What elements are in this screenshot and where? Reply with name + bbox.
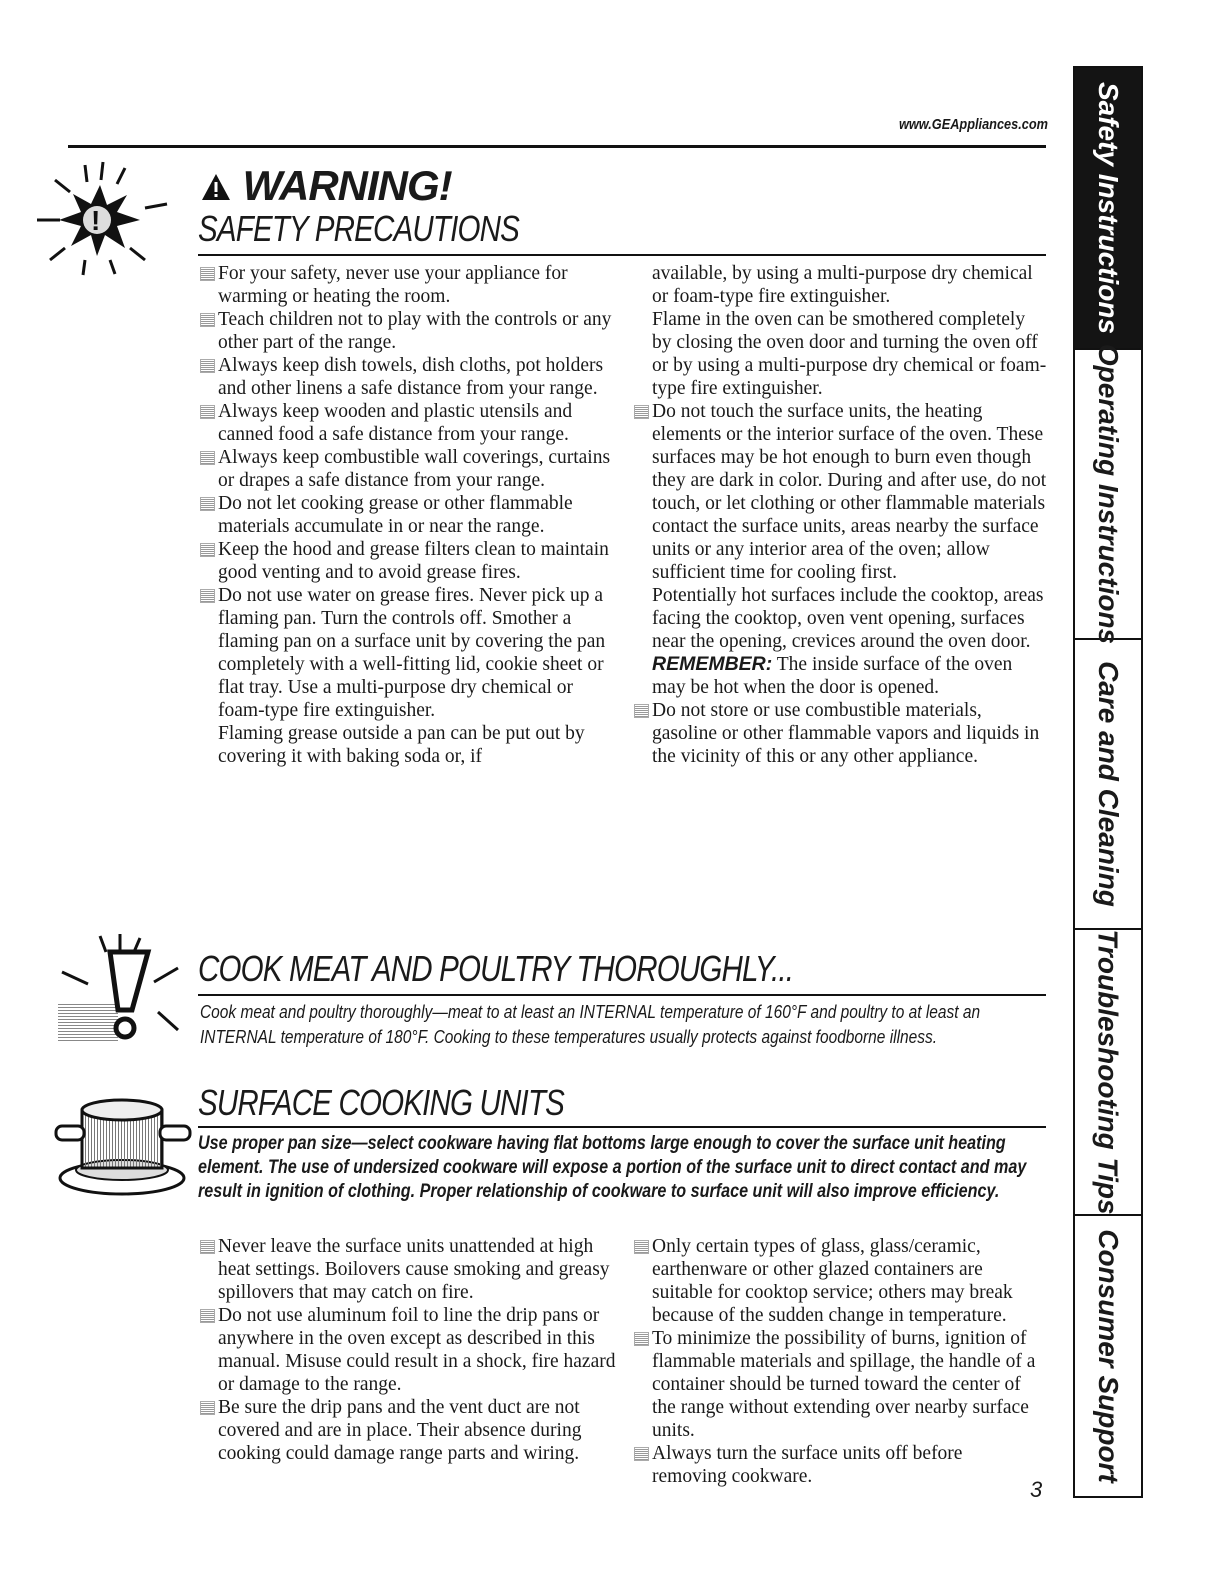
cook-meat-title: COOK MEAT AND POULTRY THOROUGHLY... — [198, 948, 794, 989]
list-item: Teach children not to play with the controls or any other part of the range. — [196, 308, 616, 354]
list-item: Always keep dish towels, dish cloths, pot holders and other linens a safe distance from your range. — [196, 354, 616, 400]
list-item: Keep the hood and grease filters clean to maintain good venting and to avoid grease fires. — [196, 538, 616, 584]
tab-safety-instructions[interactable]: Safety Instructions — [1075, 68, 1141, 350]
bullet-icon — [200, 451, 215, 465]
list-item: Do not store or use combustible materials, gasoline or other flammable vapors and liquids in the vicinity of this or any other appliance. — [630, 699, 1048, 768]
list-item: Never leave the surface units unattended at high heat settings. Boilovers cause smoking and greasy spillovers that may catch on fire. — [196, 1235, 616, 1304]
bullet-icon — [200, 1401, 215, 1415]
burst-warning-icon — [25, 160, 175, 280]
safety-precautions-title: SAFETY PRECAUTIONS — [198, 208, 519, 249]
list-item: For your safety, never use your appliance for warming or heating the room. — [196, 262, 616, 308]
cook-rule — [198, 994, 1046, 996]
bullet-icon — [634, 405, 649, 419]
warning-title-text: WARNING! — [242, 162, 452, 209]
bullet-icon — [634, 1447, 649, 1461]
warning-right-column — [630, 262, 1048, 768]
list-item: Always keep combustible wall coverings, curtains or drapes a safe distance from your range. — [196, 446, 616, 492]
bullet-icon — [200, 543, 215, 557]
bullet-icon — [200, 313, 215, 327]
list-item: Only certain types of glass, glass/ceramic, earthenware or other glazed containers are suitable for cooktop service; others may break because of the sudden change in temperature. — [630, 1235, 1048, 1327]
website-url: www.GEAppliances.com — [898, 116, 1048, 133]
surface-rule — [198, 1126, 1046, 1128]
list-item: Always turn the surface units off before removing cookware. — [630, 1442, 1022, 1488]
surface-left-column — [196, 1235, 616, 1465]
list-item: Do not touch the surface units, the heating elements or the interior surface of the oven. These surfaces may be hot enough to burn even though they are dark in color. During and after use, do not touch, or let clothing or other flammable materials contact the surface units, areas nearby the surface units or any interior area of the oven; allow sufficient time for cooling first. — [630, 400, 1048, 584]
flaming-grease-paragraph: Flaming grease outside a pan can be put out by covering it with baking soda or, if — [218, 723, 585, 767]
section-tabs — [1073, 66, 1143, 1498]
remember-paragraph: REMEMBER: The inside surface of the oven may be hot when the door is opened. — [652, 653, 1013, 698]
tab-consumer-support[interactable]: Consumer Support — [1093, 1229, 1124, 1483]
tab-operating-instructions[interactable]: Operating Instructions — [1075, 350, 1141, 640]
cooking-pot-icon — [52, 1090, 194, 1200]
list-item: Always keep wooden and plastic utensils and canned food a safe distance from your range. — [196, 400, 616, 446]
cook-meat-text: Cook meat and poultry thoroughly—meat to at least an INTERNAL temperature of 160°F and poultry to at least an INTERNAL temperature of 180°F. Cooking to these temperatures usually protects against foodborne illness. — [200, 1002, 981, 1047]
bullet-icon — [200, 1240, 215, 1254]
list-item: Do not let cooking grease or other flammable materials accumulate in or near the range. — [196, 492, 616, 538]
caution-exclamation-icon — [48, 932, 188, 1050]
surface-cooking-title: SURFACE COOKING UNITS — [198, 1082, 565, 1123]
warning-triangle-icon — [200, 172, 232, 202]
list-item: Do not use aluminum foil to line the drip pans or anywhere in the oven except as described in this manual. Misuse could result in a shock, fire hazard or damage to the range. — [196, 1304, 616, 1396]
warning-title — [200, 162, 452, 210]
bullet-icon — [634, 704, 649, 718]
surface-lead-text: Use proper pan size—select cookware having flat bottoms large enough to cover the surface unit heating element. The use of undersized cookware will expose a portion of the surface unit to direct contact and may result in ignition of clothing. Proper relationship of cookware to surface unit will also improve efficiency. — [198, 1133, 1027, 1202]
tab-care-and-cleaning[interactable]: Care and Cleaning — [1075, 640, 1141, 930]
oven-flame-paragraph: Flame in the oven can be smothered completely by closing the oven door and turning the oven off or by using a multi-purpose dry chemical or foam-type fire extinguisher. — [652, 309, 1047, 399]
bullet-icon — [634, 1240, 649, 1254]
top-rule — [68, 145, 1046, 148]
bullet-icon — [200, 589, 215, 603]
list-item: To minimize the possibility of burns, ignition of flammable materials and spillage, the handle of a container should be turned toward the center of the range without extending over nearby surface units. — [630, 1327, 1048, 1442]
tab-troubleshooting-tips[interactable]: Troubleshooting Tips — [1075, 930, 1141, 1216]
bullet-icon — [200, 267, 215, 281]
list-item: Be sure the drip pans and the vent duct are not covered and are in place. Their absence during cooking could damage range parts and wiring. — [196, 1396, 616, 1465]
warning-left-column — [196, 262, 616, 768]
surface-right-column — [630, 1235, 1048, 1488]
page-number: 3 — [1030, 1477, 1043, 1502]
svg-text:!: ! — [91, 205, 101, 236]
list-item: Do not use water on grease fires. Never pick up a flaming pan. Turn the controls off. Smother a flaming pan on a surface unit by covering the pan completely with a well-fitting lid, cookie sheet or flat tray. Use a multi-purpose dry chemical or foam-type fire extinguisher. — [196, 584, 616, 722]
bullet-icon — [200, 497, 215, 511]
bullet-icon — [634, 1332, 649, 1346]
hot-surfaces-paragraph: Potentially hot surfaces include the cooktop, areas facing the cooktop, oven vent opening, surfaces near the opening, crevices around the oven door. — [652, 585, 1044, 652]
safety-rule — [198, 254, 1046, 256]
bullet-icon — [200, 405, 215, 419]
bullet-icon — [200, 359, 215, 373]
continued-paragraph: available, by using a multi-purpose dry chemical or foam-type fire extinguisher. — [652, 263, 1033, 307]
bullet-icon — [200, 1309, 215, 1323]
